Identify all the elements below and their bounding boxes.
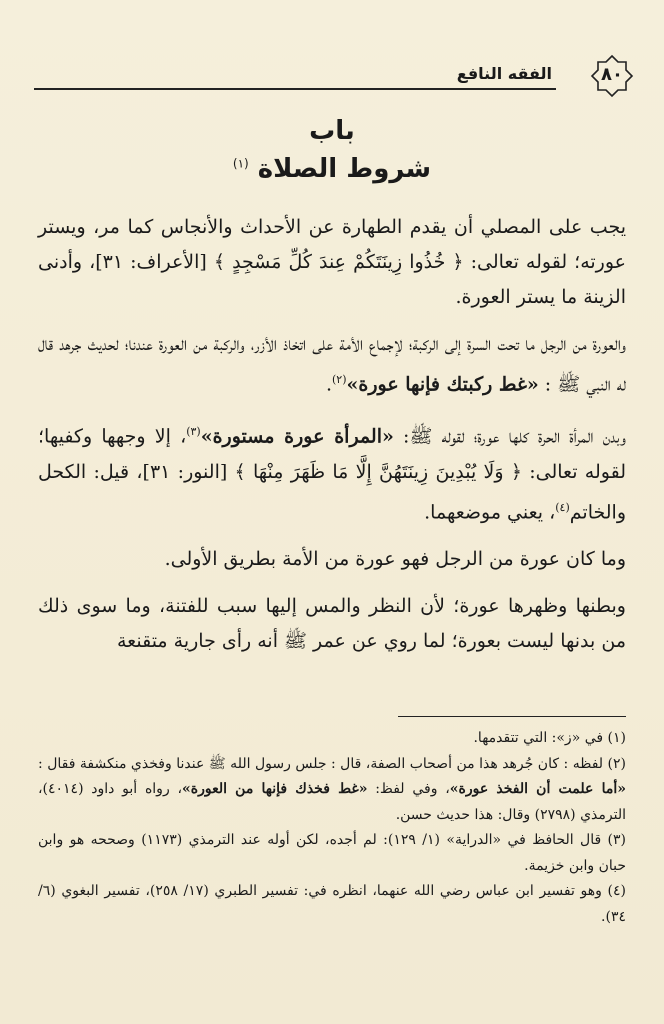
footnotes xyxy=(38,726,626,930)
footnote-2-text-cont: ، وفي لفظ: xyxy=(367,781,450,797)
paragraph-5: وبطنها وظهرها عورة؛ لأن النظر والمس إليها سبب للفتنة، وما سوى ذلك من بدنها ليست بعورة؛ لما روي عن عمر ﷺ أنه رأى جارية متقنعة xyxy=(38,594,626,652)
header-rule xyxy=(34,88,556,90)
paragraph-3-end: ، يعني موضعهما. xyxy=(424,500,556,523)
paragraph-2-end: . xyxy=(325,373,332,396)
paragraph-4: وما كان عورة من الرجل فهو عورة من الأمة بطريق الأولى. xyxy=(164,547,626,570)
paragraph-3-text-cont: ، إلا وجهها وكفيها؛ لقوله تعالى: ﴿ وَلَا يُبْدِينَ زِينَتَهُنَّ إِلَّا مَا ظَهَرَ مِنْهَا ﴾ [النور: ٣١]، قيل: الكحل والخاتم xyxy=(38,425,626,523)
hadith-quote: «المرأة عورة مستورة» xyxy=(200,425,394,448)
chapter-heading: باب xyxy=(309,116,355,146)
page-number-badge xyxy=(590,54,634,98)
note-ref-3: (٣) xyxy=(186,425,201,439)
paragraph-3-text: وبدن المرأة الحرة كلها عورة؛ لقوله ﷺ: xyxy=(393,425,626,448)
paragraph-3 xyxy=(38,414,626,530)
section-title-text: شروط الصلاة xyxy=(257,154,432,184)
running-title: الفقه النافع xyxy=(456,64,552,83)
note-ref-4: (٤) xyxy=(555,500,570,514)
footnote-separator xyxy=(398,716,626,717)
footnote-2 xyxy=(38,752,626,829)
footnote-2-quote: «أما علمت أن الفخذ عورة» xyxy=(449,781,626,797)
body-text xyxy=(38,210,626,671)
section-heading xyxy=(0,154,664,184)
note-ref-2: (٢) xyxy=(331,373,347,386)
footnote-2-text: (٢) لفظه : كان جُرهد هذا من أصحاب الصفة، قال : جلس رسول الله ﷺ عندنا وفخذي منكشفة فقال : xyxy=(38,755,626,772)
paragraph-2 xyxy=(38,327,626,402)
page-number: ٨٠ xyxy=(601,64,623,85)
paragraph-1: يجب على المصلي أن يقدم الطهارة عن الأحداث والأنجاس كما مر، ويستر عورته؛ لقوله تعالى: ﴿ خُذُوا زِينَتَكُمْ عِندَ كُلِّ مَسْجِدٍ ﴾ [الأعراف: ٣١]، وأدنى الزينة ما يستر العورة. xyxy=(38,216,627,308)
footnote-2-end: ، رواه أبو داود (٤٠١٤)، الترمذي (٢٧٩٨) وقال: هذا حديث حسن. xyxy=(38,781,626,823)
hadith-quote: «غط ركبتك فإنها عورة» xyxy=(346,373,539,396)
section-note-ref: (١) xyxy=(232,156,249,171)
footnote-3: (٣) قال الحافظ في «الدراية» (١/ ١٢٩): لم أجده، لكن أوله عند الترمذي (١١٧٣) وصححه هو وابن حبان وابن خزيمة. xyxy=(38,832,626,874)
footnote-2-quote-2: «غط فخذك فإنها من العورة» xyxy=(182,781,368,797)
footnote-1: (١) في «ز»: التي تتقدمها. xyxy=(473,730,626,746)
footnote-4: (٤) وهو تفسير ابن عباس رضي الله عنهما، انظره في: تفسير الطبري (١٧/ ٢٥٨)، تفسير البغوي (٦/ ٣٤). xyxy=(38,883,626,925)
page-header xyxy=(34,58,634,94)
paragraph-2-text: والعورة من الرجل ما تحت السرة إلى الركبة؛ لإجماع الأمة على اتخاذ الأزر، والركبة من العورة عندنا؛ لحديث جرهد قال له النبي ﷺ : xyxy=(38,333,626,396)
